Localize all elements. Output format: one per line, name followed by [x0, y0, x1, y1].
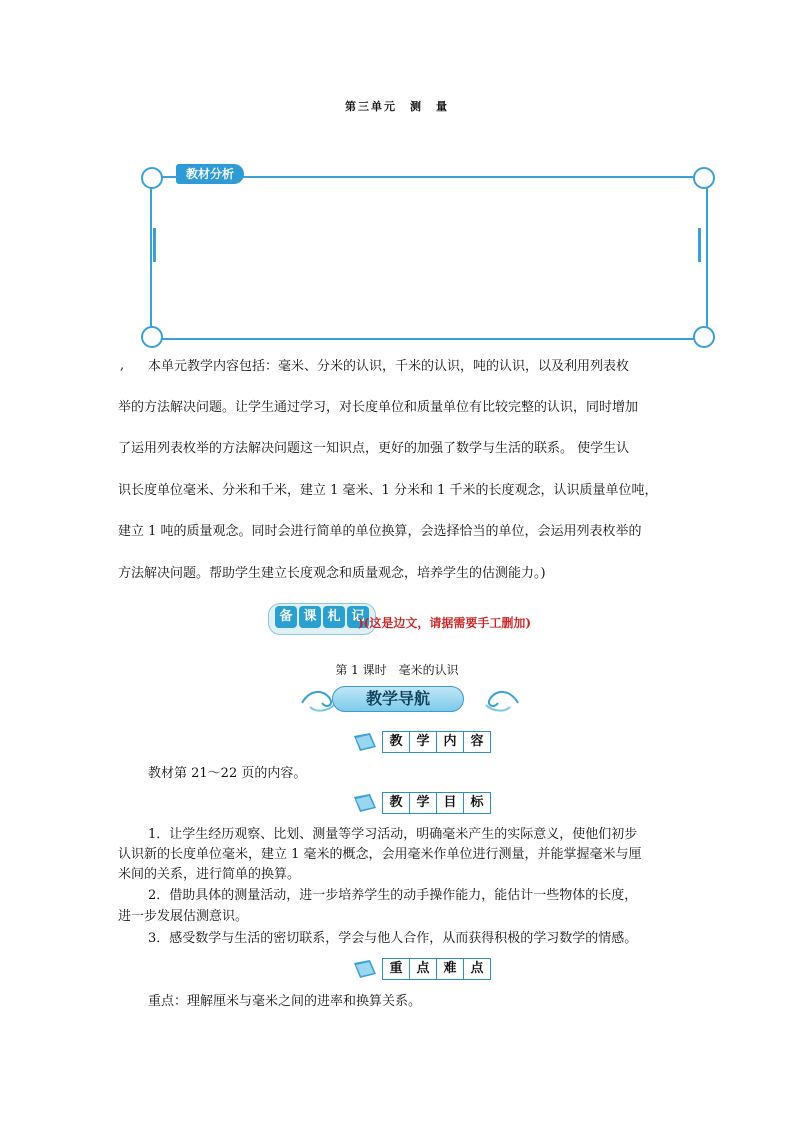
notes-badge-char: 课: [299, 606, 321, 628]
intro-line: 举的方法解决问题。让学生通过学习，对长度单位和质量单位有比较完整的认识，同时增加: [118, 400, 639, 415]
intro-line: 了运用列表枚举的方法解决问题这一知识点，更好的加强了数学与生活的联系。 使学生认: [118, 441, 630, 456]
book-icon: [352, 959, 378, 979]
frame-side-mark: [153, 228, 156, 262]
goal-line: 米间的关系，进行简单的换算。: [118, 867, 301, 882]
frame-corner-ornament: [141, 167, 163, 189]
content-text: 教材第 21～22 页的内容。: [148, 766, 307, 781]
notes-badge-char: 备: [275, 606, 297, 628]
notes-badge-char: 记: [347, 606, 369, 628]
label-char: 教: [383, 793, 409, 813]
running-head: 第三单元 测 量: [345, 100, 449, 113]
intro-line: 识长度单位毫米、分米和千米，建立 1 毫米、1 分米和 1 千米的长度观念，认识质量单位吨，: [118, 483, 658, 498]
goal-line: 进一步发展估测意识。: [118, 909, 249, 924]
goal-line: 1．让学生经历观察、比划、测量等学习活动，明确毫米产生的实际意义，使他们初步: [148, 827, 638, 842]
section-goals-heading: [352, 792, 491, 814]
nav-banner: 教学导航: [332, 686, 464, 712]
goal-line: 2．借助具体的测量活动，进一步培养学生的动手操作能力，能估计一些物体的长度，: [148, 888, 638, 903]
analysis-frame: [150, 176, 708, 340]
section-goals-label: [382, 792, 491, 814]
frame-side-mark: [698, 228, 701, 262]
label-char: 难: [436, 959, 463, 979]
label-char: 点: [409, 959, 436, 979]
section-content-label: [382, 731, 491, 753]
intro-line: 方法解决问题。帮助学生建立长度观念和质量观念，培养学生的估测能力。): [118, 566, 546, 581]
label-char: 容: [463, 732, 490, 752]
section-content-heading: [352, 731, 491, 753]
frame-corner-ornament: [693, 326, 715, 348]
goal-line: 3．感受数学与生活的密切联系，学会与他人合作，从而获得积极的学习数学的情感。: [148, 931, 638, 946]
book-icon: [352, 793, 378, 813]
intro-line: 建立 1 吨的质量观念。同时会进行简单的单位换算，会选择恰当的单位，会运用列表枚举的: [118, 524, 642, 539]
analysis-tab: 教材分析: [176, 164, 244, 184]
intro-line: 本单元教学内容包括：毫米、分米的认识，千米的认识，吨的认识，以及利用列表枚: [148, 359, 630, 374]
frame-corner-ornament: [693, 167, 715, 189]
book-icon: [352, 732, 378, 752]
label-char: 重: [383, 959, 409, 979]
label-char: 标: [463, 793, 490, 813]
label-char: 内: [436, 732, 463, 752]
keypoints-text: 重点：理解厘米与毫米之间的进率和换算关系。: [148, 994, 422, 1009]
section-keypoints-heading: [352, 958, 491, 980]
label-char: 目: [436, 793, 463, 813]
label-char: 教: [383, 732, 409, 752]
label-char: 点: [463, 959, 490, 979]
goal-line: 认识新的长度单位毫米，建立 1 毫米的概念，会用毫米作单位进行测量，并能掌握毫米与厘: [118, 847, 642, 862]
section-keypoints-label: [382, 958, 491, 980]
label-char: 学: [409, 732, 436, 752]
notes-hint: )(这是边文，请据需要手工删加): [358, 616, 532, 630]
frame-corner-ornament: [141, 326, 163, 348]
label-char: 学: [409, 793, 436, 813]
notes-badge-char: 札: [323, 606, 345, 628]
lesson-title: 第 1 课时 毫米的认识: [335, 663, 459, 677]
intro-marker: ,: [120, 358, 125, 373]
